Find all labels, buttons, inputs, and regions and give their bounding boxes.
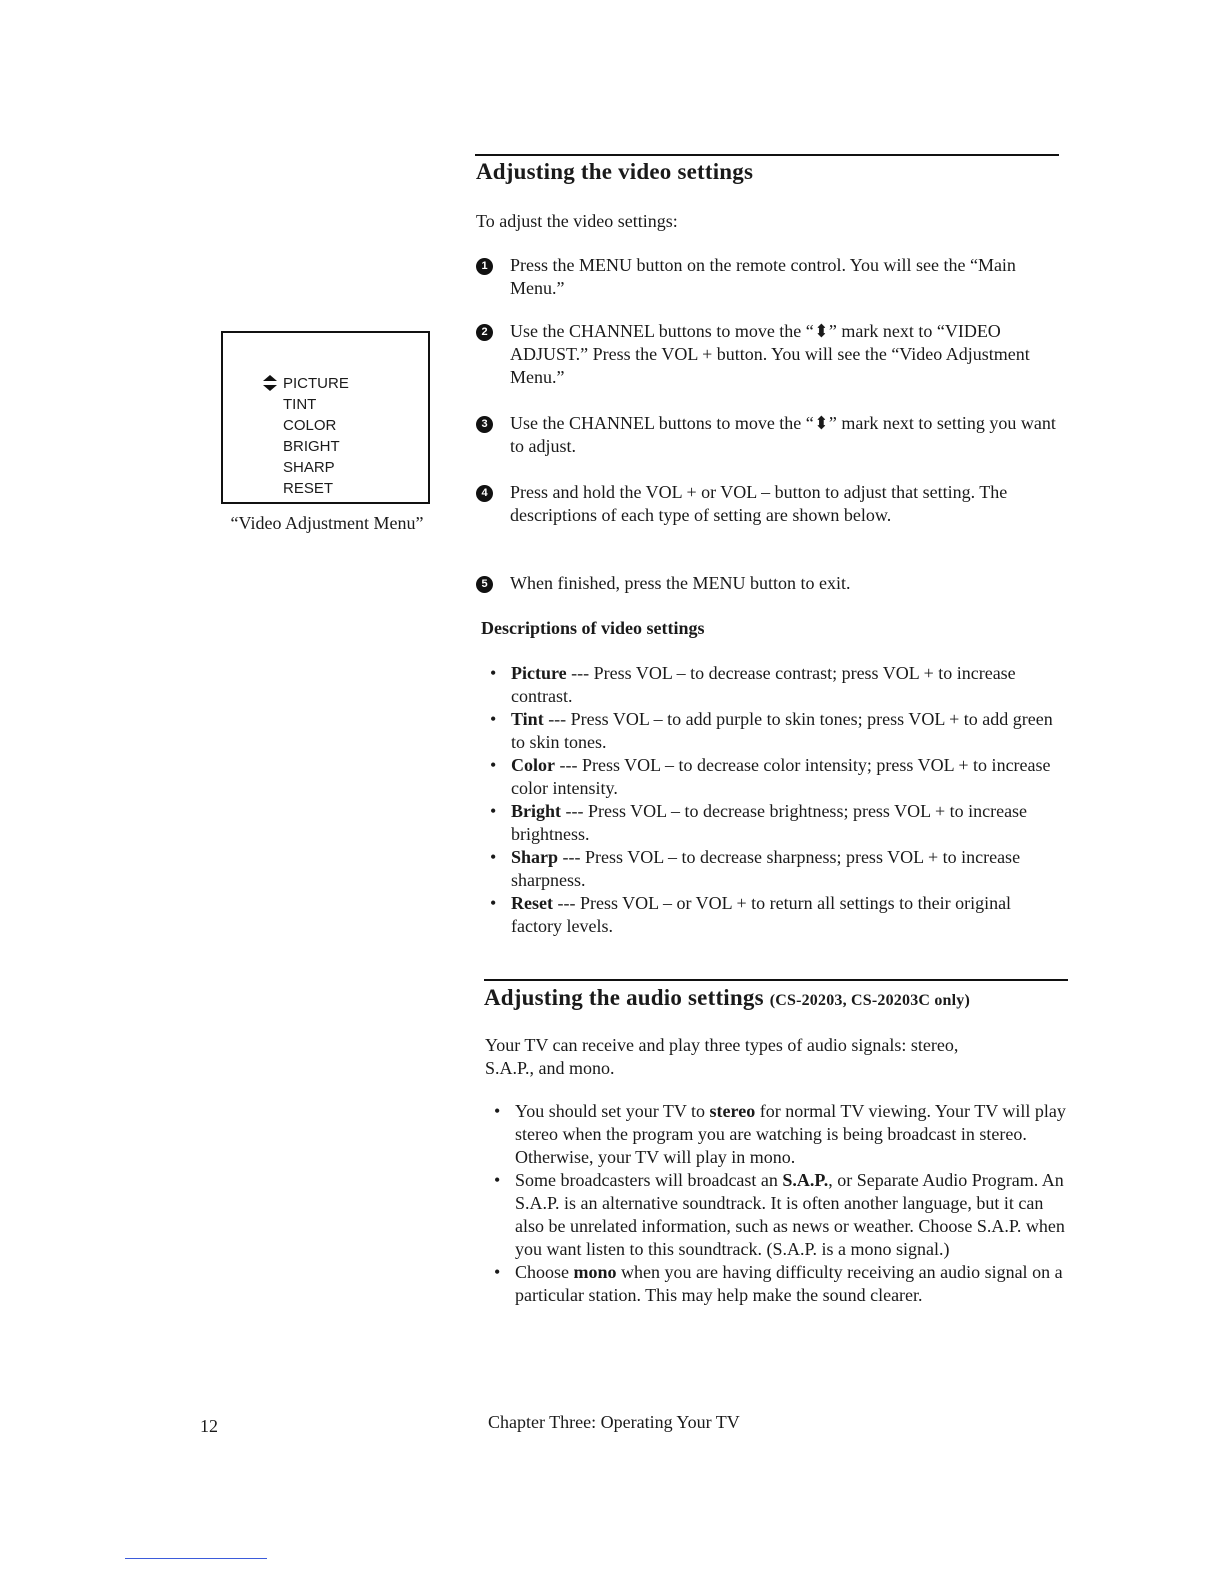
audio-section-rule [484,979,1068,981]
video-section-title: Adjusting the video settings [476,159,754,184]
menu-item-color: COLOR [283,417,337,434]
audio-intro: Your TV can receive and play three types of audio signals: stereo, S.A.P., and mono. [485,1035,959,1078]
description-term: Bright [511,801,562,821]
step-number: 3 [476,416,493,433]
step-1 [476,254,1066,300]
list-item [485,1169,1067,1261]
bullet-text: You should set your TV to [515,1101,710,1121]
description-term: Picture [511,663,567,683]
description-text: --- Press VOL – to decrease sharpness; press VOL + to increase sharpness. [511,847,1021,890]
step-number: 5 [476,576,493,593]
step-2 [476,320,1066,389]
audio-section-title [484,985,970,1011]
audio-options-list [485,1100,1067,1307]
menu-item-bright: BRIGHT [283,438,340,455]
bullet-text: for normal TV viewing. Your TV will play stereo when the program you are watching is being broadcast in stereo. Otherwise, your TV will play in mono. [515,1101,1066,1167]
bullet-text: Choose [515,1262,574,1282]
list-item [485,1261,1067,1307]
step-text: Press the MENU button on the remote control. You will see the “Main Menu.” [510,255,1016,298]
description-text: --- Press VOL – to decrease brightness; press VOL + to increase brightness. [511,801,1028,844]
list-item [481,800,1063,846]
descriptions-heading: Descriptions of video settings [481,618,705,638]
step-5 [476,572,1066,595]
list-item [481,846,1063,892]
description-text: --- Press VOL – or VOL + to return all settings to their original factory levels. [511,893,1012,936]
description-term: Sharp [511,847,559,867]
step-text: Press and hold the VOL + or VOL – button to adjust that setting. The descriptions of each type of setting are shown below. [510,482,1008,525]
bullet-text: when you are having difficulty receiving an audio signal on a particular station. This may help make the sound clearer. [515,1262,1063,1305]
list-item [481,708,1063,754]
step-4 [476,481,1066,527]
bullet-text: , or Separate Audio Program. An S.A.P. is an alternative soundtrack. It is often another language, but it can also be unrelated information, such as news or weather. Choose S.A.P. when you want listen to this soundtrack. (S.A.P. is a mono signal.) [515,1170,1065,1259]
bullet-bold: mono [573,1262,617,1282]
video-intro: To adjust the video settings: [476,211,678,231]
description-term: Reset [511,893,553,913]
menu-item-picture: PICTURE [283,375,349,392]
video-adjustment-menu-illustration [221,331,430,504]
description-text: --- Press VOL – to add purple to skin tones; press VOL + to add green to skin tones. [511,709,1053,752]
page-number: 12 [200,1416,218,1436]
audio-title-text: Adjusting the audio settings [484,985,764,1010]
chapter-title: Chapter Three: Operating Your TV [488,1412,740,1432]
list-item [485,1100,1067,1169]
bullet-bold: stereo [709,1101,756,1121]
audio-title-note: (CS-20203, CS-20203C only) [769,992,971,1009]
menu-item-reset: RESET [283,480,334,497]
step-number: 4 [476,485,493,502]
step-text: When finished, press the MENU button to exit. [510,573,851,593]
step-text: Use the CHANNEL buttons to move the “⬍” mark next to setting you want to adjust. [510,413,1056,456]
bullet-bold: S.A.P. [782,1170,829,1190]
menu-item-sharp: SHARP [283,459,335,476]
step-number: 1 [476,258,493,275]
up-down-arrow-icon [261,373,279,393]
description-term: Tint [511,709,544,729]
bottom-link-underline [125,1558,267,1559]
step-number: 2 [476,324,493,341]
list-item [481,754,1063,800]
step-text: Use the CHANNEL buttons to move the “⬍” mark next to “VIDEO ADJUST.” Press the VOL + button. You will see the “Video Adjustment Menu.” [510,321,1030,387]
description-text: --- Press VOL – to decrease contrast; press VOL + to increase contrast. [511,663,1016,706]
description-text: --- Press VOL – to decrease color intensity; press VOL + to increase color intensity. [511,755,1051,798]
bullet-text: Some broadcasters will broadcast an [515,1170,783,1190]
video-section-rule [475,154,1059,156]
list-item [481,892,1063,938]
menu-caption: “Video Adjustment Menu” [230,513,424,533]
description-term: Color [511,755,555,775]
video-descriptions-list [481,662,1063,938]
menu-item-tint: TINT [283,396,317,413]
list-item [481,662,1063,708]
step-3 [476,412,1066,458]
